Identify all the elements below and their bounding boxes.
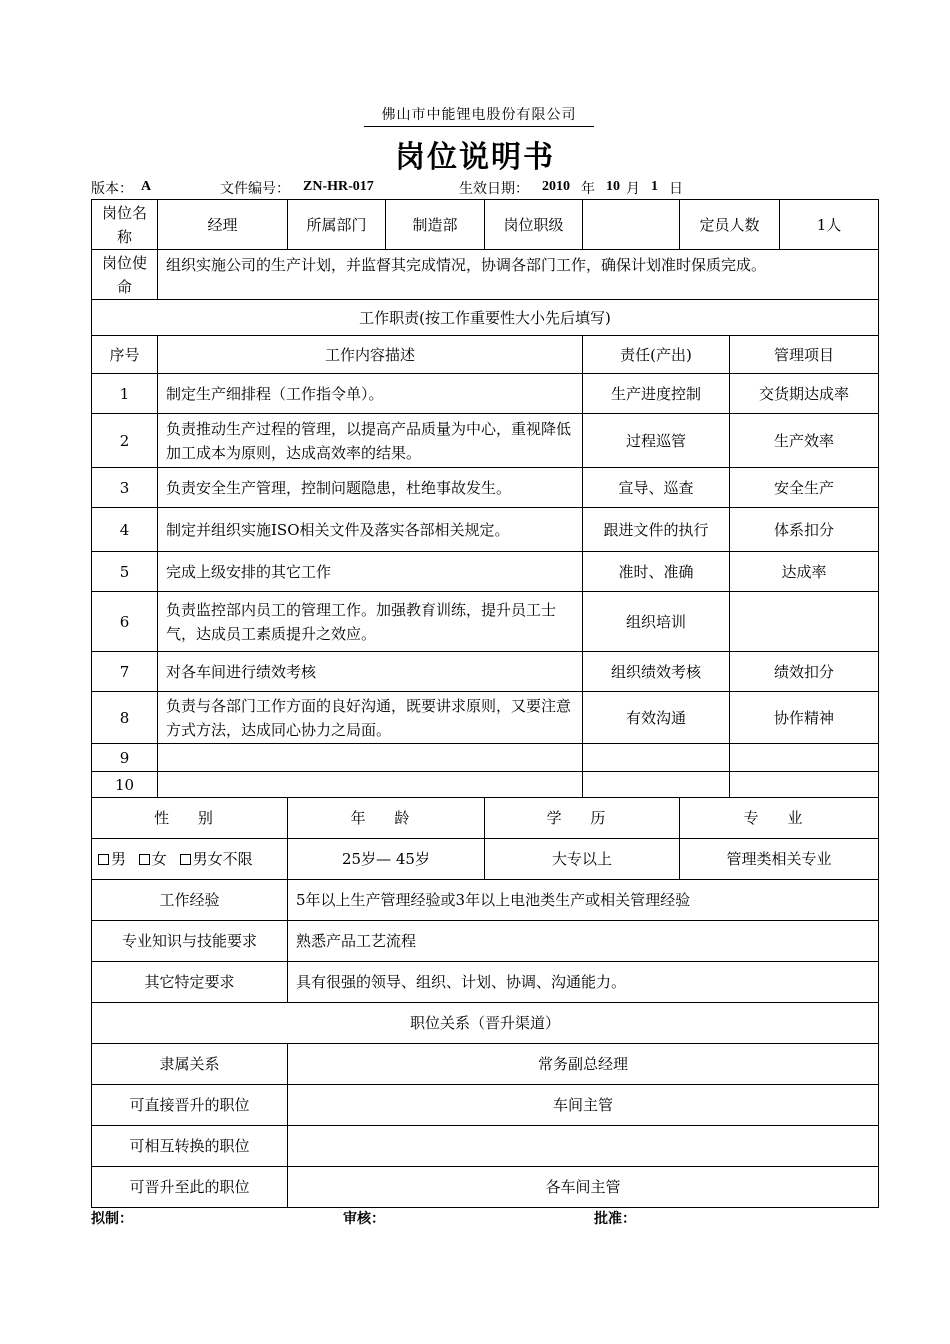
age-value: 25岁— 45岁 — [288, 839, 485, 880]
relations-section-header — [92, 1003, 879, 1044]
duty-resp — [583, 744, 730, 772]
experience-row — [92, 880, 879, 921]
grade-value — [583, 200, 680, 250]
col-header-mgmt: 管理项目 — [730, 336, 879, 374]
duty-mgmt: 达成率 — [730, 552, 879, 592]
duty-resp: 生产进度控制 — [583, 374, 730, 414]
relations-section-title: 职位关系（晋升渠道） — [92, 1003, 879, 1044]
position-info-row — [92, 200, 879, 250]
duty-mgmt: 体系扣分 — [730, 508, 879, 552]
duty-resp: 组织培训 — [583, 592, 730, 652]
duty-mgmt: 生产效率 — [730, 414, 879, 468]
mission-label: 岗位使命 — [92, 250, 158, 300]
duty-resp: 过程巡管 — [583, 414, 730, 468]
duty-no: 1 — [92, 374, 158, 414]
duty-desc: 对各车间进行绩效考核 — [158, 652, 583, 692]
duty-resp: 宣导、巡查 — [583, 468, 730, 508]
table-row — [92, 374, 879, 414]
duty-mgmt: 安全生产 — [730, 468, 879, 508]
doc-no-label: 文件编号： — [220, 181, 290, 197]
promote-to-value: 车间主管 — [288, 1085, 879, 1126]
rotate-label: 可相互转换的职位 — [92, 1126, 288, 1167]
table-row — [92, 414, 879, 468]
gender-option-label: 女 — [151, 850, 167, 868]
duty-mgmt — [730, 592, 879, 652]
age-header: 年 龄 — [288, 798, 485, 839]
duty-mgmt: 交货期达成率 — [730, 374, 879, 414]
duty-no: 2 — [92, 414, 158, 468]
version-value: A — [141, 179, 152, 194]
qualification-headers — [92, 798, 879, 839]
skills-value: 熟悉产品工艺流程 — [288, 921, 879, 962]
qualification-values — [92, 839, 879, 880]
duty-mgmt: 协作精神 — [730, 692, 879, 744]
approved-by-label: 批准： — [594, 1211, 636, 1227]
duty-desc: 负责监控部内员工的管理工作。加强教育训练，提升员工士气，达成员工素质提升之效应。 — [158, 592, 583, 652]
col-header-resp: 责任(产出) — [583, 336, 730, 374]
duty-desc — [158, 744, 583, 772]
table-row — [92, 552, 879, 592]
duty-mgmt — [730, 772, 879, 798]
duty-resp: 跟进文件的执行 — [583, 508, 730, 552]
mission-row — [92, 250, 879, 300]
checkbox-male[interactable] — [98, 854, 109, 865]
reporting-row — [92, 1044, 879, 1085]
reviewed-by-label: 审核： — [343, 1211, 385, 1227]
other-requirements-value: 具有很强的领导、组织、计划、协调、沟通能力。 — [288, 962, 879, 1003]
year-unit: 年 — [581, 181, 595, 197]
signature-footer — [91, 1208, 891, 1228]
promote-from-value: 各车间主管 — [288, 1167, 879, 1208]
drafted-by-label: 拟制： — [91, 1211, 133, 1227]
company-name: 佛山市中能锂电股份有限公司 — [364, 104, 594, 127]
major-header: 专 业 — [680, 798, 879, 839]
duties-section-title: 工作职责(按工作重要性大小先后填写) — [92, 300, 879, 336]
duty-desc: 负责推动生产过程的管理，以提高产品质量为中心，重视降低加工成本为原则，达成高效率的结果。 — [158, 414, 583, 468]
duty-resp: 准时、准确 — [583, 552, 730, 592]
col-header-no: 序号 — [92, 336, 158, 374]
gender-option-label: 男女不限 — [192, 850, 253, 868]
table-row — [92, 508, 879, 552]
duty-no: 7 — [92, 652, 158, 692]
version-label: 版本： — [91, 181, 133, 197]
duty-no: 6 — [92, 592, 158, 652]
duty-no: 10 — [92, 772, 158, 798]
duty-desc — [158, 772, 583, 798]
other-requirements-row — [92, 962, 879, 1003]
table-row — [92, 692, 879, 744]
duty-mgmt: 绩效扣分 — [730, 652, 879, 692]
position-name-label: 岗位名称 — [92, 200, 158, 250]
gender-header: 性 别 — [92, 798, 288, 839]
duty-resp: 组织绩效考核 — [583, 652, 730, 692]
col-header-desc: 工作内容描述 — [158, 336, 583, 374]
day-unit: 日 — [669, 181, 683, 197]
duties-section-header — [92, 300, 879, 336]
education-header: 学 历 — [485, 798, 680, 839]
duty-no: 3 — [92, 468, 158, 508]
month-unit: 月 — [626, 181, 640, 197]
rotate-row — [92, 1126, 879, 1167]
gender-options — [92, 839, 288, 880]
promote-to-row — [92, 1085, 879, 1126]
table-row — [92, 468, 879, 508]
other-requirements-label: 其它特定要求 — [92, 962, 288, 1003]
checkbox-any[interactable] — [180, 854, 191, 865]
gender-option-label: 男 — [111, 850, 127, 868]
department-label: 所属部门 — [288, 200, 386, 250]
education-value: 大专以上 — [485, 839, 680, 880]
duties-column-headers — [92, 336, 879, 374]
document-title: 岗位说明书 — [395, 140, 555, 175]
duty-no: 4 — [92, 508, 158, 552]
promote-from-row — [92, 1167, 879, 1208]
grade-label: 岗位职级 — [485, 200, 583, 250]
checkbox-female[interactable] — [139, 854, 150, 865]
duty-desc: 完成上级安排的其它工作 — [158, 552, 583, 592]
table-row — [92, 592, 879, 652]
duty-desc: 制定生产细排程（工作指令单）。 — [158, 374, 583, 414]
reporting-label: 隶属关系 — [92, 1044, 288, 1085]
rotate-value — [288, 1126, 879, 1167]
document-meta — [91, 178, 891, 196]
headcount-value: 1人 — [780, 200, 879, 250]
promote-to-label: 可直接晋升的职位 — [92, 1085, 288, 1126]
effective-year: 2010 — [542, 179, 570, 194]
experience-value: 5年以上生产管理经验或3年以上电池类生产或相关管理经验 — [288, 880, 879, 921]
effective-month: 10 — [606, 179, 620, 194]
duty-desc: 负责安全生产管理，控制问题隐患，杜绝事故发生。 — [158, 468, 583, 508]
effective-date-label: 生效日期： — [459, 181, 529, 197]
table-row — [92, 652, 879, 692]
doc-no-value: ZN-HR-017 — [303, 179, 374, 194]
table-row — [92, 772, 879, 798]
duty-mgmt — [730, 744, 879, 772]
skills-label: 专业知识与技能要求 — [92, 921, 288, 962]
department-value: 制造部 — [386, 200, 485, 250]
reporting-value: 常务副总经理 — [288, 1044, 879, 1085]
table-row — [92, 744, 879, 772]
duty-no: 5 — [92, 552, 158, 592]
job-description-table — [91, 199, 879, 1208]
duty-desc: 负责与各部门工作方面的良好沟通，既要讲求原则，又要注意方式方法，达成同心协力之局面。 — [158, 692, 583, 744]
headcount-label: 定员人数 — [680, 200, 780, 250]
duty-resp: 有效沟通 — [583, 692, 730, 744]
promote-from-label: 可晋升至此的职位 — [92, 1167, 288, 1208]
effective-day: 1 — [651, 179, 658, 194]
skills-row — [92, 921, 879, 962]
major-value: 管理类相关专业 — [680, 839, 879, 880]
duty-resp — [583, 772, 730, 798]
duty-no: 8 — [92, 692, 158, 744]
experience-label: 工作经验 — [92, 880, 288, 921]
duty-desc: 制定并组织实施ISO相关文件及落实各部相关规定。 — [158, 508, 583, 552]
mission-text: 组织实施公司的生产计划，并监督其完成情况，协调各部门工作，确保计划准时保质完成。 — [158, 250, 879, 300]
position-name-value: 经理 — [158, 200, 288, 250]
duty-no: 9 — [92, 744, 158, 772]
